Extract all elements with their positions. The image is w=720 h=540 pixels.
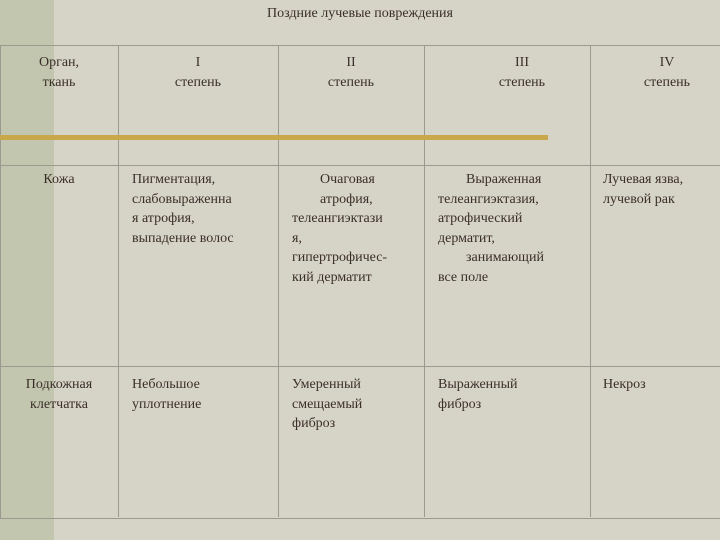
row-subcutis-grade-1: Небольшое уплотнение	[132, 377, 202, 412]
header-grade-2: II степень	[327, 55, 375, 90]
row-skin-grade-2: Очаговая атрофия, телеангиэктази я, гипертрофичес- кий дерматит	[292, 172, 388, 285]
column-divider	[590, 45, 591, 517]
header-organ: Орган, ткань	[38, 55, 80, 90]
header-grade-4: IV степень	[643, 55, 691, 90]
column-divider	[424, 45, 425, 517]
header-grade-3: III степень	[498, 55, 546, 90]
column-divider	[278, 45, 279, 517]
row-skin-organ: Кожа	[43, 172, 75, 187]
row-skin-grade-4: Лучевая язва, лучевой рак	[603, 172, 684, 207]
header-accent-bar	[0, 135, 548, 140]
row-subcutis-grade-3: Выраженный фиброз	[438, 377, 518, 412]
row-skin-grade-1: Пигментация, слабовыраженна я атрофия, выпадение волос	[132, 172, 234, 246]
row-divider	[0, 165, 720, 166]
column-divider	[118, 45, 119, 517]
row-skin-grade-3: Выраженная телеангиэктазия, атрофический дерматит, занимающий все поле	[438, 172, 544, 285]
header-grade-1: I степень	[174, 55, 222, 90]
row-divider	[0, 366, 720, 367]
row-subcutis-organ: Подкожная клетчатка	[25, 377, 93, 412]
row-subcutis-grade-4: Некроз	[603, 377, 646, 392]
page-title: Поздние лучевые повреждения	[267, 6, 453, 21]
row-subcutis-grade-2: Умеренный смещаемый фиброз	[292, 377, 363, 431]
